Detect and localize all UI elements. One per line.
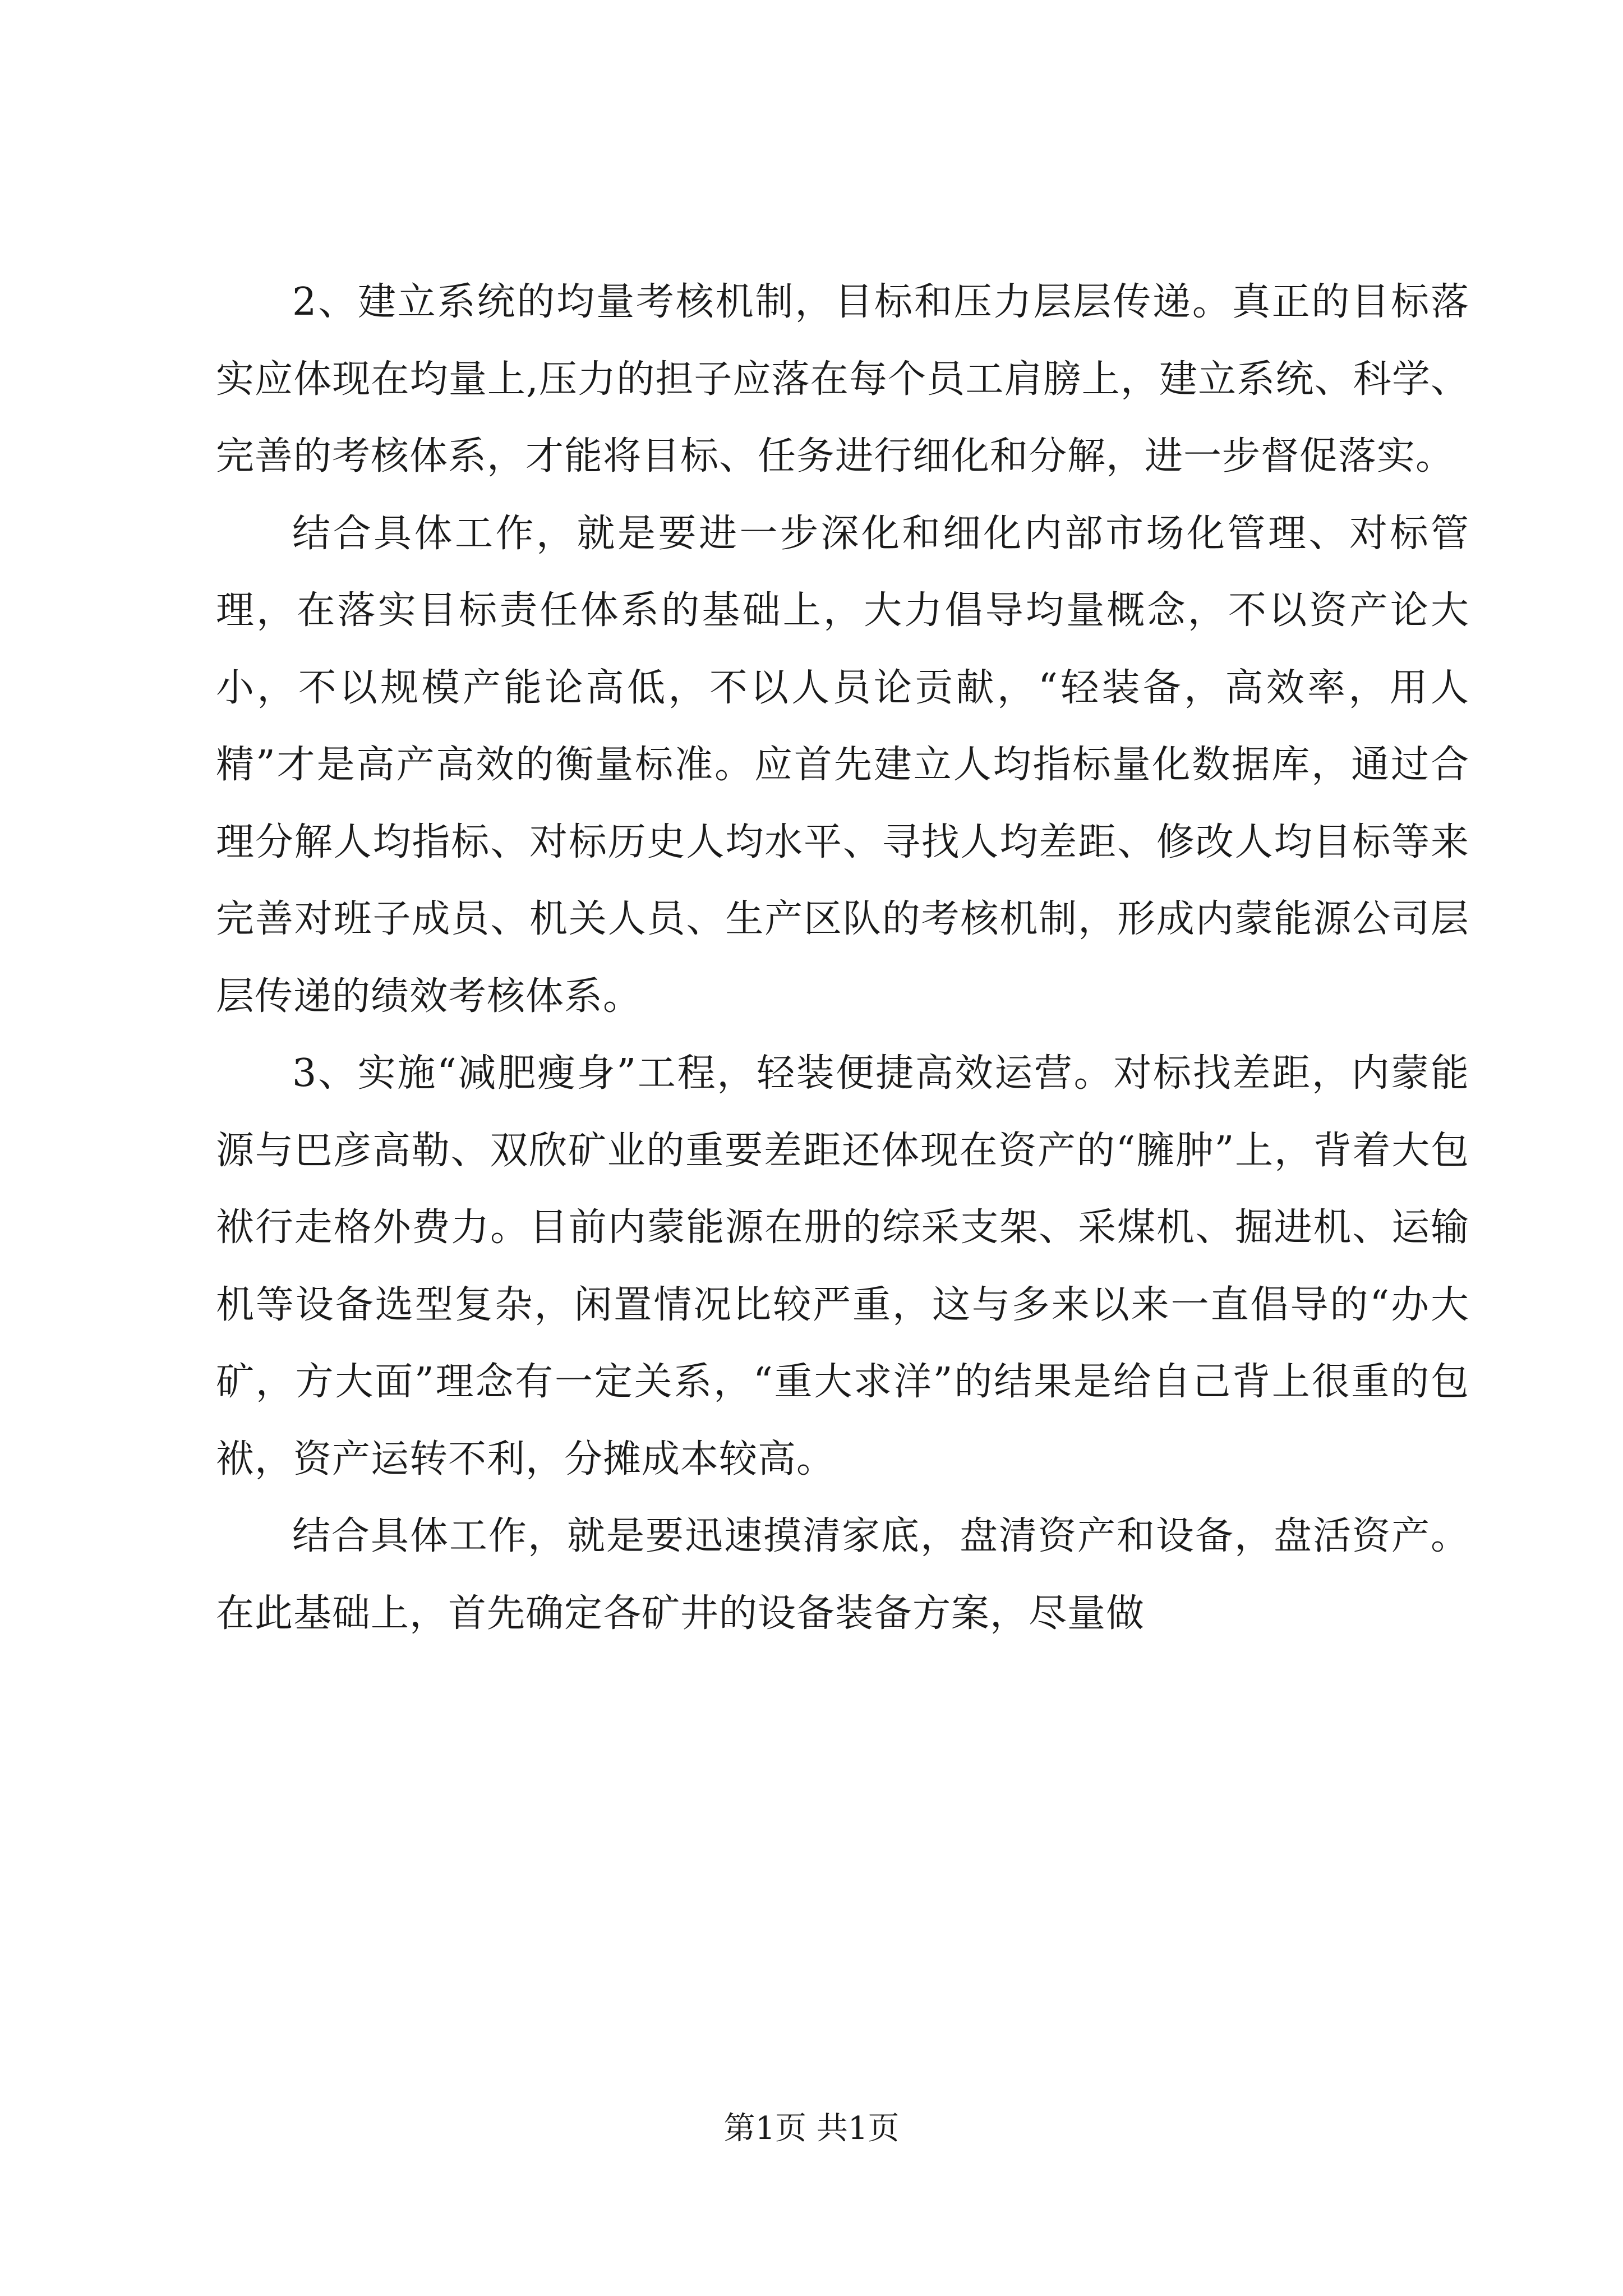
paragraph-2: 结合具体工作，就是要进一步深化和细化内部市场化管理、对标管理，在落实目标责任体系的基础上，大力倡导均量概念，不以资产论大小，不以规模产能论高低，不以人员论贡献，“轻装备，高效率，用人精”才是高产高效的衡量标准。应首先建立人均指标量化数据库，通过合理分解人均指标、对标历史人均水平、寻找人均差距、修改人均目标等来完善对班子成员、机关人员、生产区队的考核机制，形成内蒙能源公司层层传递的绩效考核体系。 — [216, 511, 1469, 1019]
paragraph-1: 2、建立系统的均量考核机制，目标和压力层层传递。真正的目标落实应体现在均量上,压力的担子应落在每个员工肩膀上，建立系统、科学、完善的考核体系，才能将目标、任务进行细化和分解，进一步督促落实。 — [216, 280, 1469, 478]
page-footer: 第1页 共1页 — [723, 2110, 900, 2147]
paragraph-3: 3、实施“减肥瘦身”工程，轻装便捷高效运营。对标找差距，内蒙能源与巴彦高勒、双欣矿业的重要差距还体现在资产的“臃肿”上，背着大包袱行走格外费力。目前内蒙能源在册的综采支架、采煤机、掘进机、运输机等设备选型复杂，闲置情况比较严重，这与多来以来一直倡导的“办大矿，方大面”理念有一定关系，“重大求洋”的结果是给自己背上很重的包袱，资产运转不利，分摊成本较高。 — [216, 1051, 1469, 1481]
paragraph-4: 结合具体工作，就是要迅速摸清家底，盘清资产和设备，盘活资产。在此基础上，首先确定各矿井的设备装备方案，尽量做 — [216, 1514, 1469, 1636]
document-body — [216, 264, 1469, 1652]
